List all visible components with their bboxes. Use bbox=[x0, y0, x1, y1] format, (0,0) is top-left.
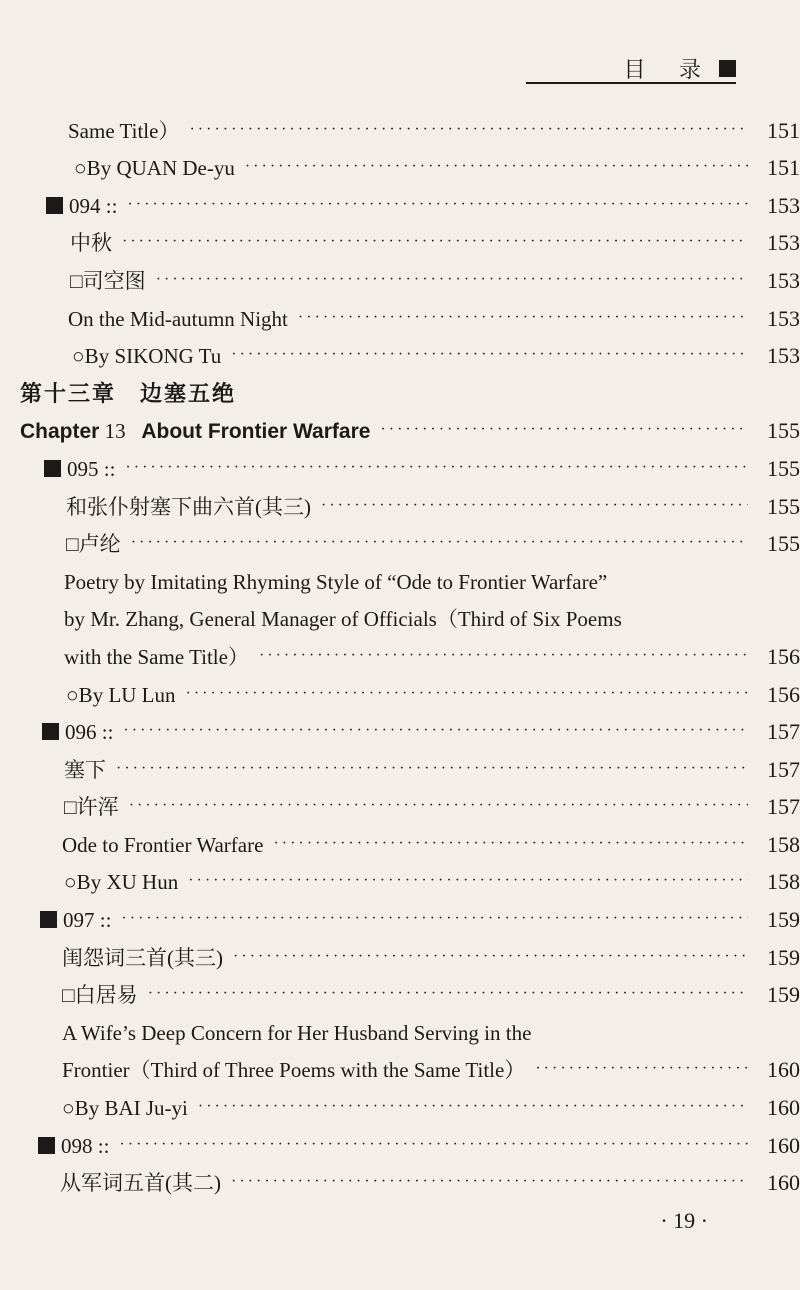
dot-leader bbox=[245, 159, 748, 175]
dot-leader bbox=[259, 648, 748, 664]
toc-row[interactable] bbox=[0, 484, 800, 522]
dot-leader bbox=[188, 873, 748, 889]
toc-row[interactable] bbox=[0, 747, 800, 785]
page-number: 155 bbox=[767, 531, 800, 557]
chapter-heading-cn[interactable] bbox=[0, 371, 800, 409]
page-number: 155 bbox=[767, 418, 800, 444]
page-number: 153 bbox=[767, 343, 800, 369]
dot-leader bbox=[231, 1174, 748, 1190]
page-number: 160 bbox=[767, 1057, 800, 1083]
toc-row[interactable] bbox=[0, 146, 800, 184]
dot-leader bbox=[380, 422, 748, 438]
toc-row[interactable] bbox=[0, 1123, 800, 1161]
chapter-heading-en[interactable] bbox=[0, 409, 800, 447]
toc-row[interactable] bbox=[0, 822, 800, 860]
toc-entry-label: with the Same Title） bbox=[64, 644, 249, 669]
dot-leader bbox=[148, 986, 748, 1002]
running-header bbox=[526, 54, 736, 84]
dot-leader bbox=[233, 949, 748, 965]
toc-row[interactable] bbox=[0, 108, 800, 146]
page-number: 159 bbox=[767, 982, 800, 1008]
toc-entry-label: ○By XU Hun bbox=[64, 870, 179, 895]
toc-row[interactable] bbox=[0, 296, 800, 334]
page-number: 153 bbox=[767, 192, 800, 218]
toc-entry-label: 和张仆射塞下曲六首(其三) bbox=[66, 494, 311, 519]
table-of-contents bbox=[0, 108, 800, 1198]
dot-leader bbox=[129, 798, 748, 814]
black-square-icon bbox=[46, 197, 63, 214]
page-number: 153 bbox=[767, 230, 800, 256]
black-square-icon bbox=[40, 911, 57, 928]
dot-leader bbox=[119, 1137, 748, 1153]
toc-row[interactable] bbox=[0, 897, 800, 935]
toc-entry-label: A Wife’s Deep Concern for Her Husband Serving in the bbox=[62, 1020, 532, 1045]
dot-leader bbox=[116, 761, 748, 777]
toc-row[interactable] bbox=[0, 334, 800, 372]
page-number: 158 bbox=[767, 869, 800, 895]
page-number: 156 bbox=[767, 643, 800, 669]
page-number: 155 bbox=[767, 455, 800, 481]
toc-entry-label: 097 :: bbox=[40, 910, 111, 931]
toc-entry-label: ○By LU Lun bbox=[66, 682, 176, 707]
dot-leader bbox=[131, 535, 748, 551]
dot-leader bbox=[231, 347, 748, 363]
toc-row[interactable] bbox=[0, 935, 800, 973]
page-footer-number: · 19 · bbox=[660, 1208, 708, 1233]
toc-entry-label: Frontier（Third of Three Poems with the Same Title） bbox=[62, 1058, 526, 1083]
page-number: 160 bbox=[767, 1095, 800, 1121]
page-number: 160 bbox=[767, 1170, 800, 1196]
dot-leader bbox=[156, 272, 748, 288]
dot-leader bbox=[127, 197, 748, 213]
dot-leader bbox=[535, 1061, 748, 1077]
page-number: 151 bbox=[767, 155, 800, 181]
toc-entry-label: ○By BAI Ju-yi bbox=[62, 1096, 188, 1121]
toc-row[interactable] bbox=[0, 1085, 800, 1123]
toc-row[interactable] bbox=[0, 860, 800, 898]
header-title: 目 录 bbox=[623, 56, 715, 82]
page-number: 158 bbox=[767, 831, 800, 857]
toc-entry-label: ○By QUAN De-yu bbox=[74, 156, 235, 181]
toc-entry-label: Poetry by Imitating Rhyming Style of “Ode to Frontier Warfare” bbox=[64, 569, 608, 594]
toc-row[interactable] bbox=[0, 446, 800, 484]
black-square-icon bbox=[44, 460, 61, 477]
page-number: 157 bbox=[767, 719, 800, 745]
toc-row[interactable] bbox=[0, 221, 800, 259]
page-number: 155 bbox=[767, 493, 800, 519]
page-number: 153 bbox=[767, 267, 800, 293]
square-bullet-icon bbox=[719, 60, 736, 77]
toc-row[interactable] bbox=[0, 785, 800, 823]
toc-entry-label: ○By SIKONG Tu bbox=[72, 344, 222, 369]
toc-row[interactable] bbox=[0, 522, 800, 560]
toc-entry-label: 098 :: bbox=[38, 1136, 109, 1157]
toc-row[interactable] bbox=[0, 597, 800, 635]
dot-leader bbox=[198, 1099, 748, 1115]
dot-leader bbox=[321, 498, 748, 514]
toc-entry-label: Ode to Frontier Warfare bbox=[62, 832, 264, 857]
toc-entry-label: 中秋 bbox=[70, 231, 112, 256]
toc-entry-label: □卢纶 bbox=[66, 532, 121, 557]
toc-row[interactable] bbox=[0, 672, 800, 710]
toc-row[interactable] bbox=[0, 1161, 800, 1199]
page-number: 160 bbox=[767, 1132, 800, 1158]
page-number: 153 bbox=[767, 305, 800, 331]
chapter-title-chinese: 第十三章 边塞五绝 bbox=[20, 380, 237, 406]
dot-leader bbox=[123, 723, 748, 739]
toc-entry-label: On the Mid-autumn Night bbox=[68, 306, 288, 331]
toc-entry-label: □司空图 bbox=[70, 268, 146, 293]
dot-leader bbox=[189, 122, 748, 138]
dot-leader bbox=[273, 836, 748, 852]
toc-row[interactable] bbox=[0, 183, 800, 221]
page-number: 157 bbox=[767, 756, 800, 782]
toc-entry-label: □许浑 bbox=[64, 795, 119, 820]
dot-leader bbox=[298, 310, 748, 326]
toc-entry-label: by Mr. Zhang, General Manager of Officials（Third of Six Poems bbox=[64, 607, 622, 632]
toc-entry-label: 从军词五首(其二) bbox=[60, 1171, 221, 1196]
toc-entry-label: Same Title） bbox=[68, 118, 180, 143]
dot-leader bbox=[186, 686, 748, 702]
toc-entry-label: 095 :: bbox=[44, 459, 115, 480]
dot-leader bbox=[121, 911, 748, 927]
black-square-icon bbox=[42, 723, 59, 740]
page-number: 157 bbox=[767, 794, 800, 820]
page-number: 159 bbox=[767, 944, 800, 970]
toc-row[interactable] bbox=[0, 559, 800, 597]
toc-entry-label: 094 :: bbox=[46, 196, 117, 217]
black-square-icon bbox=[38, 1137, 55, 1154]
toc-entry-label: 塞下 bbox=[64, 757, 106, 782]
toc-row[interactable] bbox=[0, 710, 800, 748]
toc-entry-label: 闺怨词三首(其三) bbox=[62, 945, 223, 970]
toc-row[interactable] bbox=[0, 1010, 800, 1048]
toc-row[interactable] bbox=[0, 634, 800, 672]
dot-leader bbox=[125, 460, 748, 476]
page-number: 159 bbox=[767, 907, 800, 933]
chapter-title-english: Chapter 13 About Frontier Warfare bbox=[20, 419, 371, 444]
toc-row[interactable] bbox=[0, 1048, 800, 1086]
toc-row[interactable] bbox=[0, 973, 800, 1011]
page-number: 151 bbox=[767, 117, 800, 143]
toc-entry-label: □白居易 bbox=[62, 983, 138, 1008]
toc-entry-label: 096 :: bbox=[42, 722, 113, 743]
toc-row[interactable] bbox=[0, 258, 800, 296]
page-number: 156 bbox=[767, 681, 800, 707]
dot-leader bbox=[122, 234, 748, 250]
